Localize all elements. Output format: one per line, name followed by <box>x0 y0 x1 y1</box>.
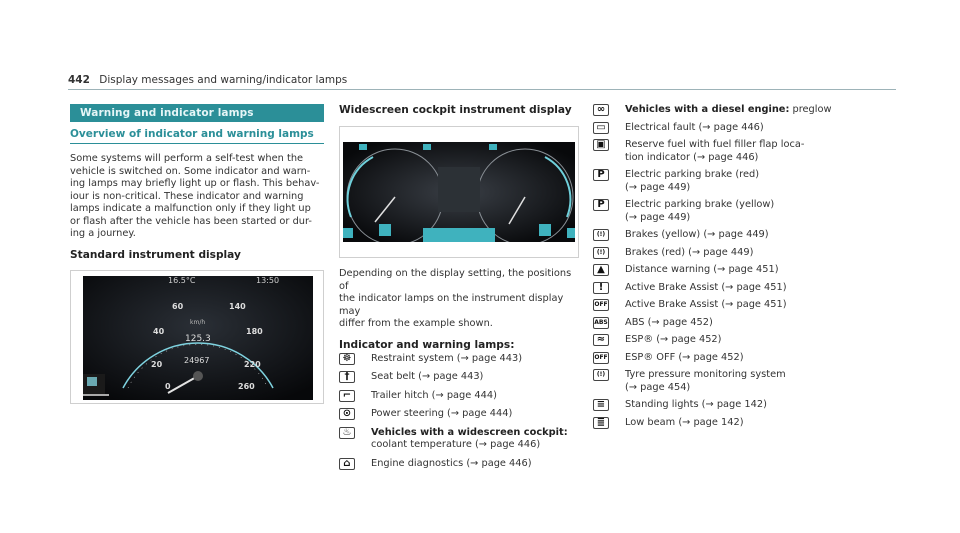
cluster-temperature: 16.5°C <box>168 276 196 285</box>
standard-display-heading: Standard instrument display <box>70 248 241 261</box>
widescreen-cluster-graphic <box>343 142 575 242</box>
lamp-row-esp-off <box>593 352 893 365</box>
lamp-description: ESP® (→ page 452) <box>625 334 722 345</box>
speed-mark-220: 220 <box>244 360 261 369</box>
lamp-row-parking-brake-red <box>593 169 893 194</box>
lamp-condition: Vehicles with a diesel engine: <box>625 104 790 115</box>
widescreen-display-frame <box>339 126 579 258</box>
restraint-icon: ☸ <box>339 353 355 365</box>
coolant-temperature-icon: ♨ <box>339 427 355 439</box>
speed-mark-260: 260 <box>238 382 255 391</box>
preglow-icon: ∞ <box>593 104 609 116</box>
lamp-row-trailer-hitch <box>339 390 579 403</box>
lamp-description: Tyre pressure monitoring system (→ page 454) <box>625 369 786 393</box>
abs-icon: ABS <box>593 317 609 329</box>
page-header <box>68 74 347 86</box>
lamp-condition: Vehicles with a widescreen cockpit: <box>371 426 568 438</box>
header-rule <box>68 89 896 90</box>
lamp-row-engine-diagnostics <box>339 458 579 471</box>
lamp-row-esp <box>593 334 893 347</box>
section-subtitle: Overview of indicator and warning lamps <box>70 128 324 144</box>
right-lamp-list <box>593 104 893 429</box>
lamp-row-brake-assist-off <box>593 299 893 312</box>
lamp-row-seat-belt <box>339 371 579 384</box>
esp-icon: ≈ <box>593 334 609 346</box>
lamp-description: Restraint system (→ page 443) <box>371 352 523 364</box>
parking-brake-yellow-icon: P <box>593 199 609 211</box>
esp-off-icon: OFF <box>593 352 609 364</box>
lamp-description: Distance warning (→ page 451) <box>625 264 779 275</box>
engine-diagnostics-icon: ⌂ <box>339 458 355 470</box>
lamp-description: Engine diagnostics (→ page 446) <box>371 457 532 469</box>
lamp-row-abs <box>593 317 893 330</box>
lamp-row-power-steering <box>339 408 579 421</box>
lamps-heading: Indicator and warning lamps: <box>339 338 515 351</box>
speed-mark-60: 60 <box>172 302 184 311</box>
lamp-description: Vehicles with a widescreen cockpit: coolant temperature (→ page 446) <box>371 426 568 450</box>
lamp-row-parking-brake-yellow <box>593 199 893 224</box>
tyre-pressure-icon: (!) <box>593 369 609 381</box>
speed-mark-40: 40 <box>153 327 165 336</box>
lamp-description: Low beam (→ page 142) <box>625 416 744 428</box>
lamp-description: Seat belt (→ page 443) <box>371 371 484 382</box>
cluster-trip: 125.3 <box>185 334 211 344</box>
middle-lamp-list <box>339 353 579 471</box>
middle-column <box>339 104 579 116</box>
lamp-row-fuel <box>593 139 893 164</box>
cluster-time: 13:50 <box>256 276 280 285</box>
cluster-unit: km/h <box>190 319 206 326</box>
lamp-description: Active Brake Assist (→ page 451) <box>625 281 787 293</box>
lamp-description: Active Brake Assist (→ page 451) <box>625 299 787 310</box>
distance-warning-icon: ▲ <box>593 264 609 276</box>
lamp-row-battery <box>593 122 893 135</box>
lamp-row-brake-assist <box>593 282 893 295</box>
lamp-description: Power steering (→ page 444) <box>371 408 513 419</box>
brake-assist-off-icon: OFF <box>593 299 609 311</box>
fuel-icon: ▣ <box>593 139 609 151</box>
lamp-row-tyre-pressure <box>593 369 893 394</box>
lamp-description: ABS (→ page 452) <box>625 316 713 328</box>
power-steering-icon: ⊙ <box>339 408 355 420</box>
page-header-title: Display messages and warning/indicator lamps <box>99 74 348 86</box>
lamp-description: Standing lights (→ page 142) <box>625 399 767 410</box>
parking-brake-red-icon: P <box>593 169 609 181</box>
widescreen-caption: Depending on the display setting, the positions of the indicator lamps on the instrument display may differ from the example shown. <box>339 268 572 329</box>
lamp-description: Brakes (yellow) (→ page 449) <box>625 229 769 240</box>
brake-assist-icon: ! <box>593 282 609 294</box>
lamp-description: Electric parking brake (red) (→ page 449) <box>625 169 760 193</box>
intro-paragraph: Some systems will perform a self-test when the vehicle is switched on. Some indicator and warn- ing lamps may briefly light up or flash. This behav- iour is non-critical. These indicator and warning lamps indicate a malfunction only if they light up or flash after the vehicle has been started or dur- ing a journey. <box>70 153 320 239</box>
lamp-description: Electric parking brake (yellow) (→ page 449) <box>625 199 775 223</box>
section-band: Warning and indicator lamps <box>70 104 324 122</box>
lamp-row-brakes-red <box>593 247 893 260</box>
lamp-description: Vehicles with a diesel engine: preglow <box>625 104 832 115</box>
battery-icon: ▭ <box>593 122 609 134</box>
right-column <box>593 104 893 434</box>
lamp-row-brakes-yellow <box>593 229 893 242</box>
lamp-row-standing-lights <box>593 399 893 412</box>
lamp-row-restraint <box>339 353 579 366</box>
brakes-yellow-icon: (!) <box>593 229 609 241</box>
middle-lamp-section <box>339 268 579 476</box>
seat-belt-icon: † <box>339 371 355 383</box>
page-number: 442 <box>68 74 90 86</box>
lamp-description: Brakes (red) (→ page 449) <box>625 246 754 258</box>
low-beam-icon: ≣ <box>593 417 609 429</box>
lamp-description: ESP® OFF (→ page 452) <box>625 351 744 363</box>
speed-mark-180: 180 <box>246 327 263 336</box>
speed-mark-140: 140 <box>229 302 246 311</box>
widescreen-heading: Widescreen cockpit instrument display <box>339 104 572 116</box>
lamp-row-preglow <box>593 104 893 117</box>
standard-display-frame <box>70 270 324 404</box>
speed-mark-0: 0 <box>165 382 171 391</box>
lamp-row-low-beam <box>593 417 893 430</box>
lamp-row-distance-warning <box>593 264 893 277</box>
speed-mark-20: 20 <box>151 360 163 369</box>
lamp-row-coolant-temperature <box>339 427 579 452</box>
left-column <box>70 104 324 261</box>
standard-cluster-image <box>83 276 313 400</box>
lamp-description: Reserve fuel with fuel filler flap loca- tion indicator (→ page 446) <box>625 139 805 163</box>
brakes-red-icon: (!) <box>593 247 609 259</box>
standing-lights-icon: ≡ <box>593 399 609 411</box>
cluster-odometer: 24967 <box>184 356 210 365</box>
trailer-hitch-icon: ⌐ <box>339 390 355 402</box>
widescreen-cluster-image <box>343 142 575 242</box>
lamp-description: Trailer hitch (→ page 444) <box>371 389 497 401</box>
lamp-description: Electrical fault (→ page 446) <box>625 121 764 133</box>
